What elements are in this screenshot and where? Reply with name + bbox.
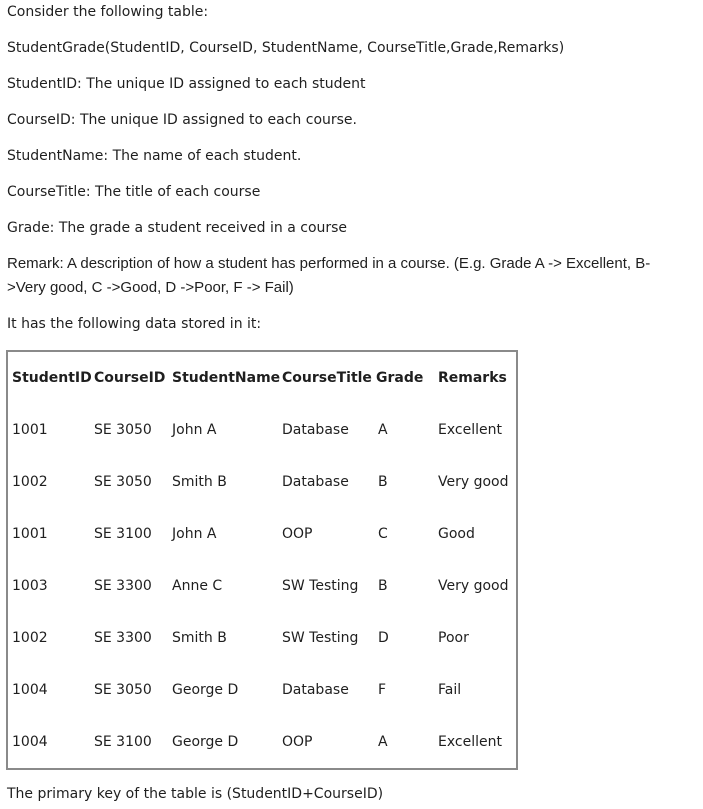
cell-coursetitle: OOP — [282, 526, 313, 542]
schema-text: StudentGrade(StudentID, CourseID, StudentName, CourseTitle,Grade,Remarks) — [7, 40, 565, 56]
cell-studentname: Smith B — [172, 474, 227, 490]
cell-coursetitle: SW Testing — [282, 630, 359, 646]
cell-courseid: SE 3050 — [94, 422, 152, 438]
table-row — [8, 404, 516, 456]
cell-coursetitle: OOP — [282, 734, 313, 750]
grade-value: F — [378, 682, 387, 698]
table-row — [8, 508, 516, 560]
cell-studentid: 1002 — [12, 630, 48, 646]
table-row — [8, 456, 516, 508]
cell-grade — [376, 456, 438, 508]
cell-grade — [376, 716, 438, 768]
cell-remarks: Good — [438, 526, 475, 542]
definition-studentid: StudentID: The unique ID assigned to each student — [7, 76, 366, 92]
definition-coursetitle: CourseTitle: The title of each course — [7, 184, 261, 200]
header-row — [8, 352, 516, 404]
cell-coursetitle: SW Testing — [282, 578, 359, 594]
cell-studentid: 1004 — [12, 734, 48, 750]
cell-studentname: John A — [172, 526, 217, 542]
cell-studentid: 1003 — [12, 578, 48, 594]
header-studentid: StudentID — [12, 370, 92, 386]
cell-studentid: 1002 — [12, 474, 48, 490]
cell-courseid: SE 3100 — [94, 526, 152, 542]
cell-courseid: SE 3300 — [94, 630, 152, 646]
cell-courseid: SE 3100 — [94, 734, 152, 750]
cell-remarks: Fail — [438, 682, 462, 698]
header-courseid: CourseID — [94, 370, 166, 386]
cell-studentname: Anne C — [172, 578, 223, 594]
cell-studentname: John A — [172, 422, 217, 438]
cell-coursetitle: Database — [282, 682, 349, 698]
cell-studentname: George D — [172, 682, 239, 698]
grade-value: D — [378, 630, 389, 646]
data-intro-text: It has the following data stored in it: — [7, 316, 262, 332]
grade-value: B — [378, 474, 388, 490]
header-coursetitle: CourseTitle — [282, 370, 372, 386]
cell-courseid: SE 3050 — [94, 474, 152, 490]
grade-value: C — [378, 526, 388, 542]
cell-remarks: Poor — [438, 630, 469, 646]
header-studentname: StudentName — [172, 370, 281, 386]
definition-grade: Grade: The grade a student received in a course — [7, 220, 348, 236]
table-row — [8, 612, 516, 664]
grade-value: A — [378, 734, 388, 750]
remark-definition-line2: >Very good, C ->Good, D ->Poor, F -> Fail) — [7, 279, 294, 296]
cell-coursetitle: Database — [282, 474, 349, 490]
cell-grade — [376, 508, 438, 560]
cell-courseid: SE 3050 — [94, 682, 152, 698]
cell-grade — [376, 612, 438, 664]
cell-remarks: Very good — [438, 474, 509, 490]
remark-definition-line1: Remark: A description of how a student has performed in a course. (E.g. Grade A -> Excellent, B- — [7, 255, 651, 272]
header-remarks: Remarks — [438, 370, 507, 386]
definition-studentname: StudentName: The name of each student. — [7, 148, 302, 164]
header-grade: Grade — [376, 370, 424, 386]
intro-text: Consider the following table: — [7, 4, 209, 20]
cell-grade — [376, 664, 438, 716]
cell-coursetitle: Database — [282, 422, 349, 438]
grade-value: B — [378, 578, 388, 594]
table-row — [8, 560, 516, 612]
cell-remarks: Excellent — [438, 734, 502, 750]
cell-grade — [376, 404, 438, 456]
definition-courseid: CourseID: The unique ID assigned to each course. — [7, 112, 357, 128]
cell-studentid: 1001 — [12, 422, 48, 438]
table-row — [8, 716, 516, 768]
cell-studentname: George D — [172, 734, 239, 750]
cell-studentid: 1004 — [12, 682, 48, 698]
cell-courseid: SE 3300 — [94, 578, 152, 594]
cell-remarks: Very good — [438, 578, 509, 594]
cell-studentid: 1001 — [12, 526, 48, 542]
data-table — [8, 352, 516, 768]
cell-remarks: Excellent — [438, 422, 502, 438]
cell-grade — [376, 560, 438, 612]
table-row — [8, 664, 516, 716]
grade-value: A — [378, 422, 388, 438]
student-grade-table — [6, 350, 518, 770]
conclusion-text: The primary key of the table is (StudentID+CourseID) — [7, 786, 384, 802]
cell-studentname: Smith B — [172, 630, 227, 646]
